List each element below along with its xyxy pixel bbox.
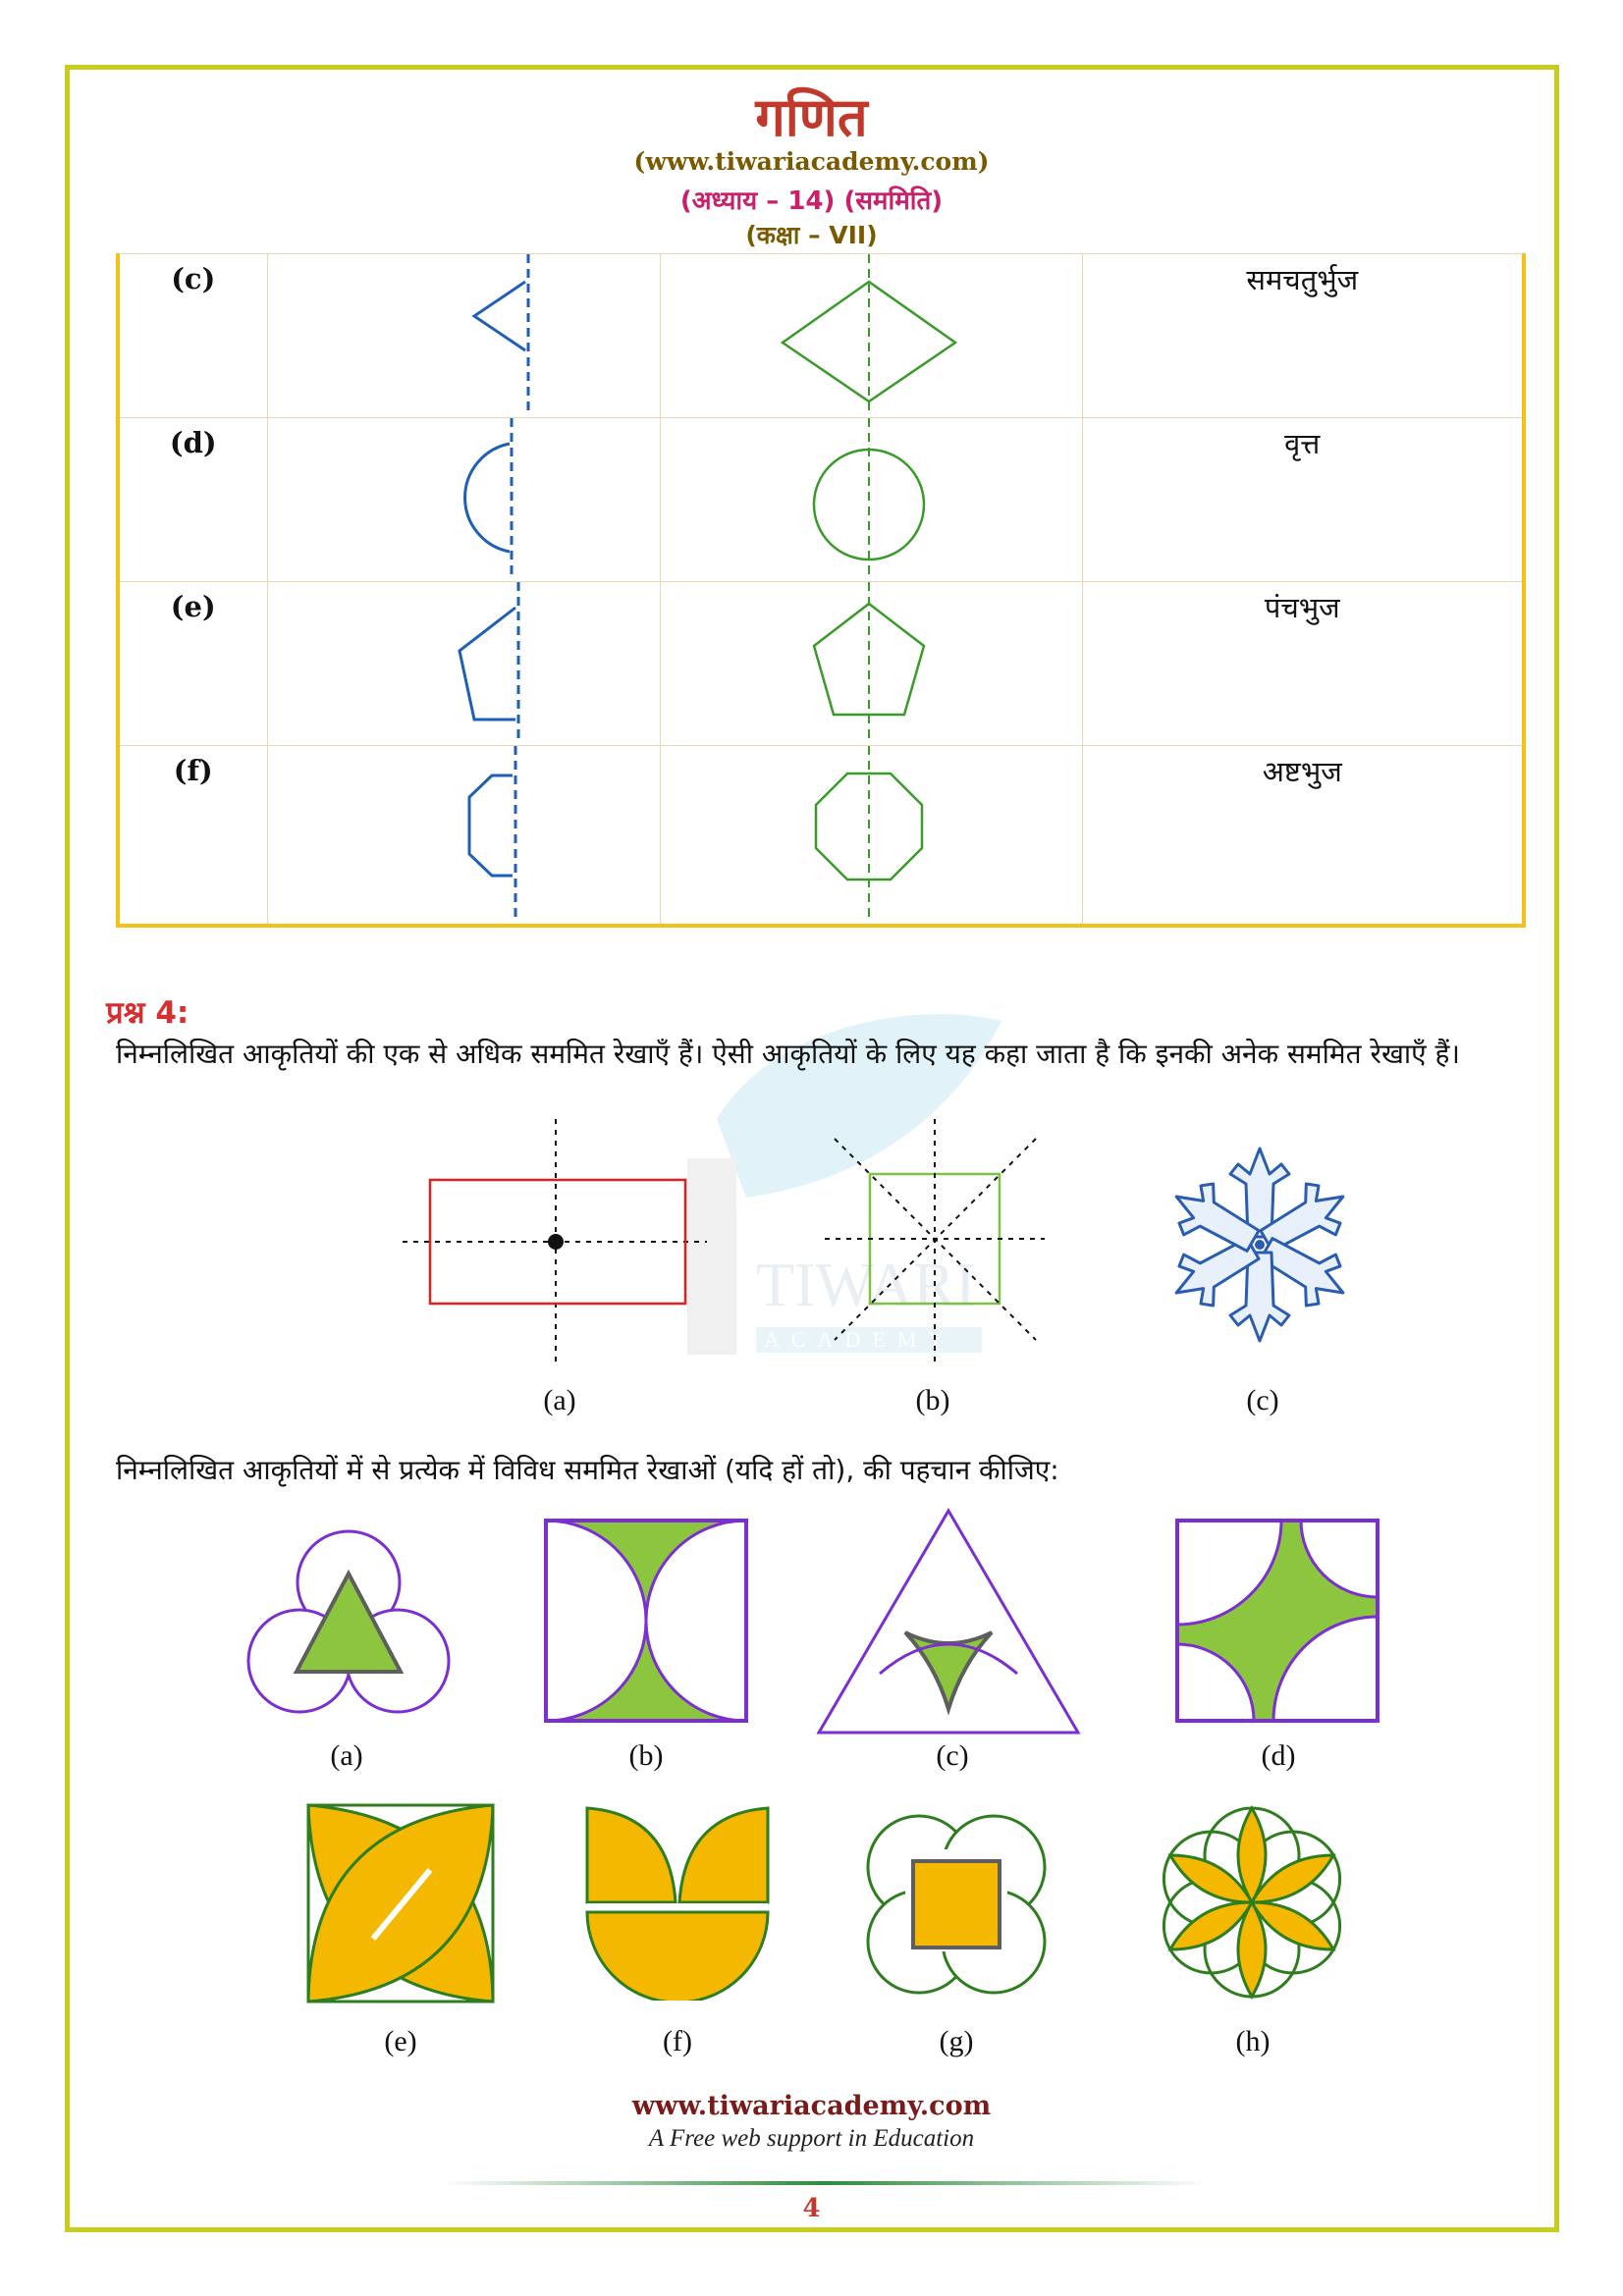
question-text: निम्नलिखित आकृतियों की एक से अधिक सममित रेखाएँ हैं। ऐसी आकृतियों के लिए यह कहा जाता है कि इनकी अनेक सममित रेखाएँ हैं। [116, 1038, 1460, 1070]
figure-caption-e: (e) [384, 2025, 417, 2057]
page-title: गणित [755, 86, 868, 148]
full-figure-cell [660, 746, 1082, 926]
table-row [118, 254, 1524, 418]
row-label: (f) [118, 746, 267, 926]
figure-g-square-circles [858, 1806, 1055, 2002]
pentagon-figure [661, 582, 1083, 744]
half-circle-figure [268, 418, 661, 580]
figure-f-cup-leaves [581, 1804, 774, 2001]
octagon-figure [661, 746, 1083, 923]
half-rhombus-figure [268, 254, 661, 416]
example-snowflake [1147, 1119, 1373, 1364]
figure-e-leaf-square [304, 1801, 497, 2005]
footer-divider [442, 2181, 1208, 2185]
figure-d-square-quarter-circles [1173, 1517, 1381, 1725]
full-figure-cell [660, 582, 1082, 746]
half-octagon-figure [268, 746, 661, 923]
question-number: प्रश्न 4: [106, 995, 189, 1031]
example-caption-b: (b) [915, 1384, 950, 1416]
table-row [118, 746, 1524, 926]
figure-c-triangle-arcs [815, 1507, 1082, 1738]
half-figure-cell [267, 418, 660, 582]
figure-caption-g: (g) [939, 2025, 974, 2057]
full-figure-cell [660, 254, 1082, 418]
figure-a-triangle-circles [236, 1517, 461, 1733]
example-rectangle [393, 1119, 727, 1364]
footer-website[interactable]: www.tiwariacademy.com [631, 2091, 992, 2121]
shape-name: वृत्त [1082, 418, 1524, 582]
table-row [118, 582, 1524, 746]
task-text: निम्नलिखित आकृतियों में से प्रत्येक में विविध सममित रेखाओं (यदि हों तो), की पहचान कीजिए: [116, 1454, 1059, 1486]
row-label: (d) [118, 418, 267, 582]
half-figure-cell [267, 746, 660, 926]
figure-caption-c: (c) [936, 1739, 969, 1772]
header-website[interactable]: (www.tiwariacademy.com) [633, 147, 990, 176]
circle-figure [661, 418, 1083, 580]
figure-caption-b: (b) [628, 1739, 664, 1772]
example-caption-c: (c) [1246, 1384, 1279, 1416]
table-row [118, 418, 1524, 582]
chapter-info: (अध्याय – 14) (सममिति) [679, 187, 944, 216]
example-caption-a: (a) [543, 1384, 576, 1416]
watermark-sub: ACADEMY [764, 1327, 956, 1352]
half-pentagon-figure [268, 582, 661, 744]
page-number: 4 [802, 2194, 821, 2223]
half-figure-cell [267, 254, 660, 418]
shape-name: अष्टभुज [1082, 746, 1524, 926]
figure-caption-a: (a) [330, 1739, 363, 1772]
figure-h-flower-circles [1151, 1801, 1353, 2003]
rhombus-figure [661, 254, 1083, 416]
watermark-brand: TIWARI [756, 1250, 976, 1319]
figure-caption-d: (d) [1261, 1739, 1296, 1772]
figure-b-square-semicircles [542, 1517, 750, 1725]
figure-caption-h: (h) [1235, 2025, 1271, 2057]
full-figure-cell [660, 418, 1082, 582]
footer-tagline: A Free web support in Education [648, 2125, 975, 2152]
half-figure-cell [267, 582, 660, 746]
shape-name: समचतुर्भुज [1082, 254, 1524, 418]
row-label: (c) [118, 254, 267, 418]
symmetry-table [116, 253, 1526, 928]
figure-caption-f: (f) [663, 2025, 692, 2057]
shape-name: पंचभुज [1082, 582, 1524, 746]
row-label: (e) [118, 582, 267, 746]
example-square [815, 1119, 1051, 1364]
class-info: (कक्षा – VII) [745, 221, 878, 249]
